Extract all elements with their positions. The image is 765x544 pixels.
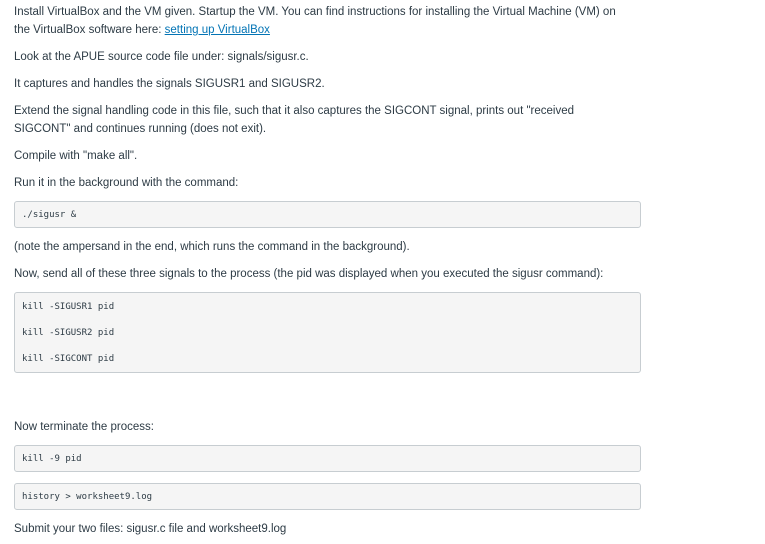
virtualbox-setup-link[interactable]: setting up VirtualBox (164, 24, 270, 36)
terminate-code-block[interactable] (14, 445, 641, 472)
look-paragraph: Look at the APUE source code file under: signals/sigusr.c. (14, 51, 309, 63)
run-command: ./sigusr & (22, 210, 77, 220)
send-paragraph: Now, send all of these three signals to the process (the pid was displayed when you executed the sigusr command): (14, 268, 604, 280)
captures-paragraph: It captures and handles the signals SIGUSR1 and SIGUSR2. (14, 78, 325, 90)
terminate-command: kill -9 pid (22, 454, 82, 464)
kill-sigusr1-command: kill -SIGUSR1 pid (22, 302, 115, 312)
kill-signals-code-block[interactable] (14, 292, 641, 373)
intro-line-2-text: the VirtualBox software here: (14, 24, 165, 36)
extend-line-1: Extend the signal handling code in this file, such that it also captures the SIGCONT signal, prints out "received (14, 105, 575, 117)
extend-line-2: SIGCONT" and continues running (does not exit). (14, 123, 267, 135)
history-code-block[interactable] (14, 483, 641, 510)
history-command: history > worksheet9.log (22, 492, 153, 502)
kill-sigcont-command: kill -SIGCONT pid (22, 354, 115, 364)
submit-paragraph: Submit your two files: sigusr.c file and worksheet9.log (14, 523, 287, 535)
kill-sigusr2-command: kill -SIGUSR2 pid (22, 328, 115, 338)
terminate-paragraph: Now terminate the process: (14, 421, 154, 433)
intro-line-1: Install VirtualBox and the VM given. Startup the VM. You can find instructions for installing the Virtual Machine (VM) on (14, 6, 616, 18)
intro-line-2 (14, 21, 270, 39)
note-paragraph: (note the ampersand in the end, which runs the command in the background). (14, 241, 410, 253)
run-paragraph: Run it in the background with the command: (14, 177, 239, 189)
compile-paragraph: Compile with "make all". (14, 150, 138, 162)
run-code-block[interactable] (14, 201, 641, 228)
